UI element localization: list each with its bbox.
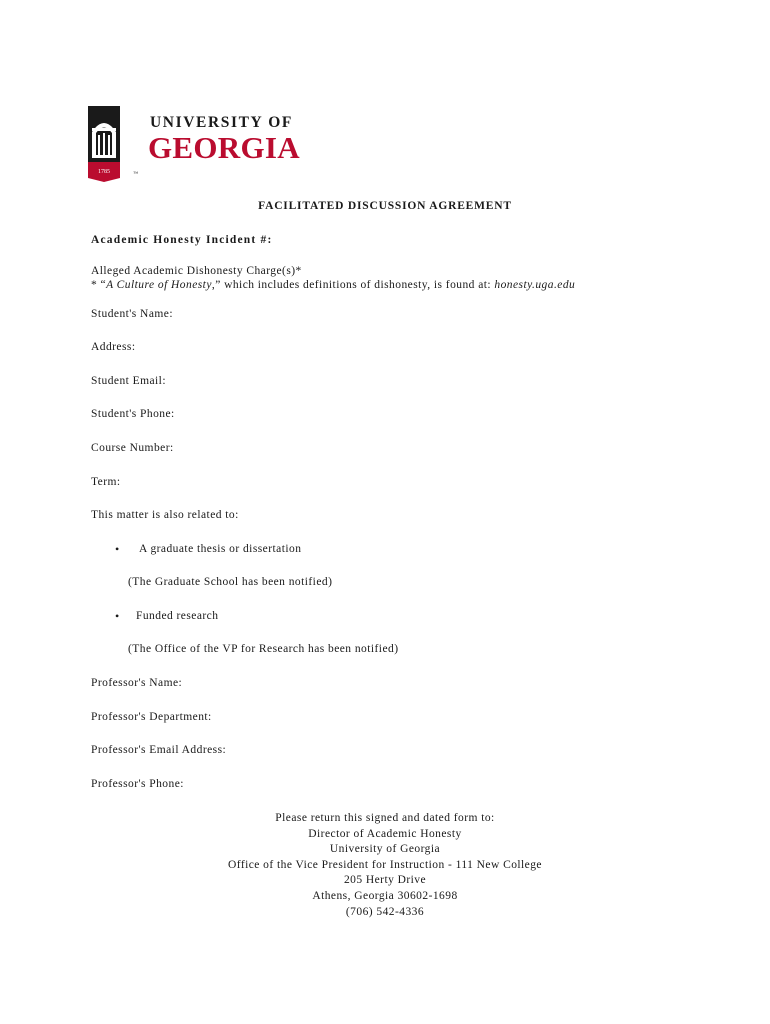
return-office: Office of the Vice President for Instruction - 111 New College <box>228 858 542 871</box>
address-label: Address: <box>91 341 136 353</box>
course-number-label: Course Number: <box>91 442 174 454</box>
related-to-label: This matter is also related to: <box>91 509 239 521</box>
student-phone-label: Student's Phone: <box>91 408 175 420</box>
professor-name-label: Professor's Name: <box>91 677 183 689</box>
policy-title: A Culture of Honesty <box>106 279 212 291</box>
return-street: 205 Herty Drive <box>343 874 427 887</box>
seal-year: 1785 <box>98 169 110 175</box>
logo-line2: GEORGIA <box>148 130 300 165</box>
charge-label: Alleged Academic Dishonesty Charge(s)* <box>91 265 302 277</box>
logo-line1: UNIVERSITY OF <box>150 114 293 131</box>
related-note-funded-research: (The Office of the VP for Research has been notified) <box>128 643 399 655</box>
footnote-prefix: * “ <box>91 279 107 291</box>
return-university: University of Georgia <box>329 843 441 856</box>
return-office-title: Director of Academic Honesty <box>308 827 462 840</box>
professor-phone-label: Professor's Phone: <box>91 778 184 790</box>
related-item-thesis: A graduate thesis or dissertation <box>139 543 302 555</box>
student-email-label: Student Email: <box>91 375 166 387</box>
term-label: Term: <box>91 476 121 488</box>
incident-number-label: Academic Honesty Incident #: <box>91 234 273 246</box>
uga-logo <box>88 106 318 182</box>
student-name-label: Student's Name: <box>91 308 173 320</box>
footnote-middle: ,” which includes definitions of dishonesty, is found at: <box>211 279 495 291</box>
return-instruction: Please return this signed and dated form to: <box>275 812 495 824</box>
bullet-thesis: • <box>115 542 120 556</box>
professor-email-label: Professor's Email Address: <box>91 744 227 756</box>
bullet-funded-research: • <box>115 609 120 623</box>
related-note-thesis: (The Graduate School has been notified) <box>128 576 333 588</box>
return-address-block <box>0 811 770 920</box>
document-title: FACILITATED DISCUSSION AGREEMENT <box>258 200 512 212</box>
professor-department-label: Professor's Department: <box>91 711 212 723</box>
honesty-policy-footnote <box>91 279 575 291</box>
related-item-funded-research: Funded research <box>136 610 219 622</box>
return-phone: (706) 542-4336 <box>345 905 425 918</box>
honesty-url-link[interactable]: honesty.uga.edu <box>494 279 576 291</box>
return-city: Athens, Georgia 30602-1698 <box>312 889 458 902</box>
trademark-mark: ™ <box>133 172 138 177</box>
